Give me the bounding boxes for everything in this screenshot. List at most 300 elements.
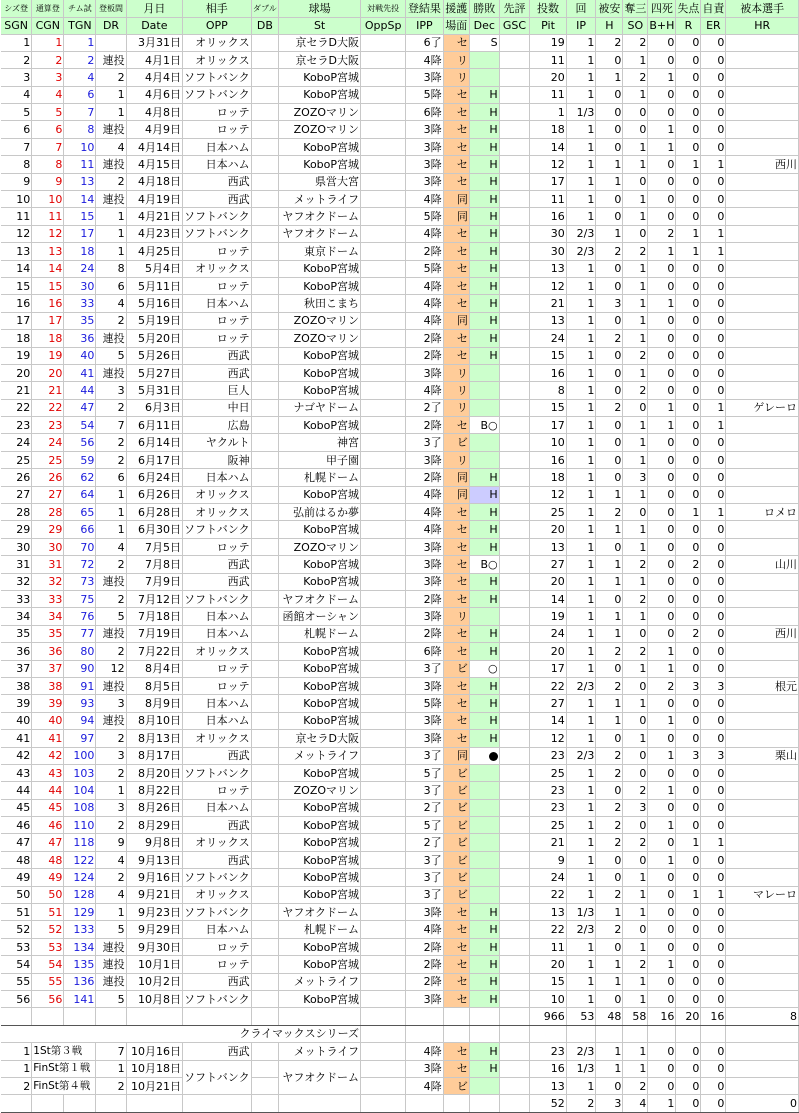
cell-db — [251, 382, 279, 399]
cell-bb: 0 — [648, 921, 676, 938]
cell-scene: セ — [443, 730, 469, 747]
cell-scene: リ — [443, 382, 469, 399]
cell-runs: 0 — [676, 904, 701, 921]
cell-gsc — [499, 834, 530, 851]
cell-bb: 1 — [648, 712, 676, 729]
cell-opp-sp — [361, 782, 406, 799]
cell-cgn: 45 — [32, 799, 64, 816]
cell-er: 0 — [701, 51, 726, 68]
cs-stage: 1St第３戦 — [32, 1043, 96, 1060]
cell-hr — [726, 573, 799, 590]
header-jp-bb: 四死 — [648, 0, 676, 17]
cell-so: 1 — [623, 695, 648, 712]
cell-pitches: 15 — [530, 399, 566, 416]
game-row — [1, 608, 799, 625]
cell-opp: ロッテ — [183, 938, 252, 955]
cell-bb: 0 — [648, 608, 676, 625]
cell-bb: 0 — [648, 173, 676, 190]
cell-opp: 西武 — [183, 851, 252, 868]
cell-gsc — [499, 156, 530, 173]
cell-dr: 1 — [96, 782, 126, 799]
cell-date: 5月4日 — [126, 260, 182, 277]
cell-date: 4月19日 — [126, 191, 182, 208]
cell-ip: 1 — [566, 417, 596, 434]
cell-er: 0 — [701, 869, 726, 886]
cell-opp: 日本ハム — [183, 138, 252, 155]
cell-bb: 0 — [648, 730, 676, 747]
cell-er: 0 — [701, 695, 726, 712]
cell-date: 4月9日 — [126, 121, 182, 138]
cell-date: 10月1日 — [126, 956, 182, 973]
cell-opp-sp — [361, 712, 406, 729]
cell-ip: 1 — [566, 173, 596, 190]
cell-er: 0 — [701, 938, 726, 955]
cell-dec: H — [469, 921, 499, 938]
cell-dr: 連投 — [96, 51, 126, 68]
cell-dr: 2 — [96, 817, 126, 834]
cell-opp-sp — [361, 225, 406, 242]
cell-stadium: KoboP宮城 — [279, 834, 361, 851]
cell-er: 0 — [701, 591, 726, 608]
cell-pitches: 12 — [530, 730, 566, 747]
cell-er: 0 — [701, 486, 726, 503]
cell-runs: 0 — [676, 921, 701, 938]
cell-date: 5月20日 — [126, 330, 182, 347]
cell-hr — [726, 277, 799, 294]
cell-dec — [469, 817, 499, 834]
cell-hr — [726, 904, 799, 921]
cell-scene: セ — [443, 712, 469, 729]
cell-stadium: KoboP宮城 — [279, 886, 361, 903]
cell-ipp: 3降 — [406, 173, 443, 190]
cell-opp: ロッテ — [183, 312, 252, 329]
cell-opp: ロッテ — [183, 660, 252, 677]
cell-cgn: 29 — [32, 521, 64, 538]
header-en-ip: IP — [566, 17, 596, 34]
cell-pitches: 27 — [530, 556, 566, 573]
cell-db — [251, 608, 279, 625]
cs-cell-runs: 0 — [676, 1077, 701, 1094]
cell-runs: 0 — [676, 69, 701, 86]
cell-stadium: KoboP宮城 — [279, 69, 361, 86]
cell-er: 1 — [701, 156, 726, 173]
cell-date: 6月17日 — [126, 451, 182, 468]
cs-cell-opp: 西武 — [183, 1043, 252, 1060]
cell-opp: 日本ハム — [183, 625, 252, 642]
cell-hits: 0 — [596, 277, 623, 294]
cell-cgn: 5 — [32, 104, 64, 121]
cell-scene: セ — [443, 573, 469, 590]
game-row — [1, 156, 799, 173]
cell-hr: 栗山 — [726, 747, 799, 764]
cell-so: 1 — [623, 869, 648, 886]
cell-er: 0 — [701, 973, 726, 990]
cell-so: 1 — [623, 364, 648, 381]
cell-db — [251, 764, 279, 781]
header-en-row — [1, 17, 799, 34]
cell-ip: 1 — [566, 312, 596, 329]
cell-stadium: ZOZOマリン — [279, 782, 361, 799]
total-scene — [443, 1008, 469, 1025]
cell-er: 0 — [701, 660, 726, 677]
cell-sgn: 35 — [1, 625, 32, 642]
cell-date: 4月8日 — [126, 104, 182, 121]
cell-opp-sp — [361, 312, 406, 329]
cell-date: 7月12日 — [126, 591, 182, 608]
cell-cgn: 47 — [32, 834, 64, 851]
cell-tgn: 129 — [64, 904, 96, 921]
cell-stadium: 札幌ドーム — [279, 469, 361, 486]
cell-scene: 同 — [443, 312, 469, 329]
cell-date: 4月1日 — [126, 51, 182, 68]
cell-pitches: 21 — [530, 834, 566, 851]
header-jp-er: 自責 — [701, 0, 726, 17]
cell-cgn: 3 — [32, 69, 64, 86]
cell-dec — [469, 886, 499, 903]
cell-opp-sp — [361, 921, 406, 938]
cell-bb: 0 — [648, 764, 676, 781]
cell-dec: H — [469, 486, 499, 503]
cell-so: 2 — [623, 782, 648, 799]
cs-total-stadium — [279, 1095, 361, 1112]
cs-cell-dec — [469, 1077, 499, 1094]
header-en-opp: OPP — [183, 17, 252, 34]
cs-cell-bb: 0 — [648, 1060, 676, 1077]
cell-hr: ゲレーロ — [726, 399, 799, 416]
cell-date: 10月2日 — [126, 973, 182, 990]
cell-sgn: 39 — [1, 695, 32, 712]
cell-hits: 1 — [596, 69, 623, 86]
cell-ip: 1 — [566, 330, 596, 347]
cell-stadium: KoboP宮城 — [279, 660, 361, 677]
cell-dec: H — [469, 956, 499, 973]
cell-hits: 1 — [596, 225, 623, 242]
cell-er: 3 — [701, 677, 726, 694]
cell-hr — [726, 225, 799, 242]
cell-opp-sp — [361, 904, 406, 921]
cell-stadium: KoboP宮城 — [279, 521, 361, 538]
game-row — [1, 956, 799, 973]
cell-db — [251, 643, 279, 660]
cell-er: 0 — [701, 260, 726, 277]
cell-dec: S — [469, 34, 499, 51]
cell-er: 0 — [701, 556, 726, 573]
cell-stadium: ヤフオクドーム — [279, 904, 361, 921]
cell-date: 8月17日 — [126, 747, 182, 764]
cell-db — [251, 243, 279, 260]
cell-db — [251, 921, 279, 938]
cell-so: 0 — [623, 173, 648, 190]
cell-tgn: 30 — [64, 277, 96, 294]
cell-dr: 連投 — [96, 712, 126, 729]
cell-stadium: KoboP宮城 — [279, 138, 361, 155]
cell-runs: 3 — [676, 747, 701, 764]
game-row — [1, 399, 799, 416]
cell-scene: セ — [443, 277, 469, 294]
cell-opp: 西武 — [183, 747, 252, 764]
total-opp — [183, 1008, 252, 1025]
cell-date: 7月19日 — [126, 625, 182, 642]
cell-db — [251, 34, 279, 51]
cell-ipp: 3降 — [406, 608, 443, 625]
cell-ipp: 3了 — [406, 851, 443, 868]
cell-so: 1 — [623, 573, 648, 590]
cell-sgn: 36 — [1, 643, 32, 660]
cell-hr — [726, 104, 799, 121]
cell-sgn: 48 — [1, 851, 32, 868]
cell-cgn: 32 — [32, 573, 64, 590]
cs-cell-gsc — [499, 1077, 530, 1094]
header-en-ipp: IPP — [406, 17, 443, 34]
cell-scene: セ — [443, 417, 469, 434]
cell-pitches: 16 — [530, 364, 566, 381]
cell-stadium: KoboP宮城 — [279, 643, 361, 660]
cell-cgn: 25 — [32, 451, 64, 468]
cell-tgn: 94 — [64, 712, 96, 729]
cell-opp-sp — [361, 660, 406, 677]
cell-pitches: 24 — [530, 869, 566, 886]
cell-er: 0 — [701, 782, 726, 799]
cell-cgn: 51 — [32, 904, 64, 921]
cell-opp-sp — [361, 208, 406, 225]
cell-opp: オリックス — [183, 51, 252, 68]
cell-cgn: 8 — [32, 156, 64, 173]
cell-pitches: 12 — [530, 486, 566, 503]
cell-sgn: 6 — [1, 121, 32, 138]
cell-cgn: 52 — [32, 921, 64, 938]
cell-so: 1 — [623, 260, 648, 277]
cell-date: 6月30日 — [126, 521, 182, 538]
cell-date: 9月8日 — [126, 834, 182, 851]
cell-runs: 0 — [676, 399, 701, 416]
cell-hr: マレーロ — [726, 886, 799, 903]
cs-cell-er: 0 — [701, 1060, 726, 1077]
cell-cgn: 34 — [32, 608, 64, 625]
cell-opp-sp — [361, 695, 406, 712]
cell-hits: 0 — [596, 538, 623, 555]
cell-so: 1 — [623, 538, 648, 555]
cell-opp-sp — [361, 364, 406, 381]
cell-hr — [726, 260, 799, 277]
cs-cell-gsc — [499, 1043, 530, 1060]
cell-ipp: 4降 — [406, 191, 443, 208]
cs-cell-dec: H — [469, 1043, 499, 1060]
cell-hits: 1 — [596, 521, 623, 538]
cell-ipp: 2了 — [406, 834, 443, 851]
cell-tgn: 93 — [64, 695, 96, 712]
cell-db — [251, 625, 279, 642]
cell-hits: 0 — [596, 591, 623, 608]
cell-sgn: 56 — [1, 990, 32, 1007]
cell-bb: 0 — [648, 382, 676, 399]
cell-ipp: 3了 — [406, 434, 443, 451]
cell-er: 0 — [701, 138, 726, 155]
cell-db — [251, 973, 279, 990]
cell-stadium: ナゴヤドーム — [279, 399, 361, 416]
cell-sgn: 52 — [1, 921, 32, 938]
cs-cell-pitches: 23 — [530, 1043, 566, 1060]
cell-bb: 0 — [648, 886, 676, 903]
cell-opp: 西武 — [183, 556, 252, 573]
cell-tgn: 136 — [64, 973, 96, 990]
cell-db — [251, 573, 279, 590]
cell-opp-sp — [361, 121, 406, 138]
cell-scene: セ — [443, 521, 469, 538]
cell-hits: 1 — [596, 573, 623, 590]
cs-total-so: 4 — [623, 1095, 648, 1112]
cell-tgn: 110 — [64, 817, 96, 834]
cell-stadium: KoboP宮城 — [279, 156, 361, 173]
cell-er: 1 — [701, 886, 726, 903]
cell-cgn: 50 — [32, 886, 64, 903]
cell-pitches: 25 — [530, 504, 566, 521]
cell-opp: ソフトバンク — [183, 764, 252, 781]
cell-date: 4月15日 — [126, 156, 182, 173]
cell-opp: ソフトバンク — [183, 591, 252, 608]
cell-hits: 2 — [596, 764, 623, 781]
cell-hits: 1 — [596, 973, 623, 990]
cell-er: 0 — [701, 295, 726, 312]
cell-gsc — [499, 817, 530, 834]
cell-runs: 1 — [676, 243, 701, 260]
header-en-stadium: St — [279, 17, 361, 34]
cell-runs: 0 — [676, 660, 701, 677]
cell-gsc — [499, 869, 530, 886]
cell-opp: 西武 — [183, 573, 252, 590]
cell-so: 0 — [623, 677, 648, 694]
cell-sgn: 51 — [1, 904, 32, 921]
cell-hits: 0 — [596, 782, 623, 799]
cell-gsc — [499, 504, 530, 521]
cell-date: 8月5日 — [126, 677, 182, 694]
cell-tgn: 91 — [64, 677, 96, 694]
game-row — [1, 817, 799, 834]
cell-scene: セ — [443, 677, 469, 694]
cell-ip: 1 — [566, 643, 596, 660]
cs-title-blank — [676, 1025, 701, 1042]
cell-opp: ロッテ — [183, 677, 252, 694]
cs-cell-ip: 1 — [566, 1077, 596, 1094]
cell-runs: 0 — [676, 312, 701, 329]
cell-ipp: 3降 — [406, 677, 443, 694]
cell-gsc — [499, 521, 530, 538]
header-en-pitches: Pit — [530, 17, 566, 34]
cell-hr — [726, 660, 799, 677]
cell-opp: 日本ハム — [183, 695, 252, 712]
header-jp-so: 奪三 — [623, 0, 648, 17]
cell-date: 4月6日 — [126, 86, 182, 103]
cell-gsc — [499, 86, 530, 103]
cell-db — [251, 260, 279, 277]
cell-runs: 0 — [676, 104, 701, 121]
cell-bb: 0 — [648, 51, 676, 68]
cell-so: 1 — [623, 730, 648, 747]
cell-runs: 0 — [676, 782, 701, 799]
cell-hits: 0 — [596, 260, 623, 277]
game-row — [1, 451, 799, 468]
cell-stadium: 甲子園 — [279, 451, 361, 468]
total-hits: 48 — [596, 1008, 623, 1025]
cell-scene: セ — [443, 643, 469, 660]
cell-bb: 0 — [648, 469, 676, 486]
cell-tgn: 73 — [64, 573, 96, 590]
cell-er: 1 — [701, 834, 726, 851]
cell-tgn: 118 — [64, 834, 96, 851]
cs-title-blank — [469, 1025, 499, 1042]
cell-dr: 3 — [96, 747, 126, 764]
cell-dec: H — [469, 208, 499, 225]
cell-bb: 0 — [648, 86, 676, 103]
cell-date: 9月30日 — [126, 938, 182, 955]
cell-so: 1 — [623, 330, 648, 347]
cell-ip: 1 — [566, 956, 596, 973]
header-jp-date: 月日 — [126, 0, 182, 17]
cell-stadium: KoboP宮城 — [279, 486, 361, 503]
header-jp-hr: 被本選手 — [726, 0, 799, 17]
cell-pitches: 18 — [530, 121, 566, 138]
cell-dec: H — [469, 625, 499, 642]
cell-ipp: 3降 — [406, 69, 443, 86]
cell-ip: 1 — [566, 191, 596, 208]
cell-dr: 2 — [96, 399, 126, 416]
cs-cell-so: 2 — [623, 1077, 648, 1094]
cell-er: 0 — [701, 208, 726, 225]
cell-date: 5月19日 — [126, 312, 182, 329]
cell-pitches: 8 — [530, 382, 566, 399]
cell-ipp: 2降 — [406, 591, 443, 608]
cell-date: 4月4日 — [126, 69, 182, 86]
game-row — [1, 973, 799, 990]
cell-cgn: 15 — [32, 277, 64, 294]
cell-hits: 2 — [596, 886, 623, 903]
cell-pitches: 14 — [530, 138, 566, 155]
cell-ipp: 3降 — [406, 712, 443, 729]
cell-sgn: 29 — [1, 521, 32, 538]
cell-scene: セ — [443, 956, 469, 973]
cell-opp: 中日 — [183, 399, 252, 416]
cell-ipp: 5降 — [406, 260, 443, 277]
cell-opp: 日本ハム — [183, 921, 252, 938]
cell-date: 6月28日 — [126, 504, 182, 521]
cs-title-blank — [648, 1025, 676, 1042]
cs-total-ipp — [406, 1095, 443, 1112]
cell-opp: 西武 — [183, 173, 252, 190]
cell-er: 0 — [701, 382, 726, 399]
cell-ip: 1 — [566, 451, 596, 468]
cell-sgn: 27 — [1, 486, 32, 503]
cell-stadium: ヤフオクドーム — [279, 225, 361, 242]
cell-db — [251, 712, 279, 729]
cell-stadium: KoboP宮城 — [279, 817, 361, 834]
total-dr — [96, 1008, 126, 1025]
cell-sgn: 44 — [1, 782, 32, 799]
cell-pitches: 30 — [530, 243, 566, 260]
cell-bb: 1 — [648, 817, 676, 834]
cell-date: 6月11日 — [126, 417, 182, 434]
cell-runs: 0 — [676, 86, 701, 103]
cell-dr: 連投 — [96, 973, 126, 990]
cell-opp: 阪神 — [183, 451, 252, 468]
cell-hr: ロメロ — [726, 504, 799, 521]
cell-opp: 西武 — [183, 364, 252, 381]
cell-hr: 西川 — [726, 156, 799, 173]
cell-hits: 2 — [596, 834, 623, 851]
cell-sgn: 49 — [1, 869, 32, 886]
game-row — [1, 469, 799, 486]
cell-dr: 2 — [96, 556, 126, 573]
cell-db — [251, 660, 279, 677]
cell-so: 2 — [623, 382, 648, 399]
